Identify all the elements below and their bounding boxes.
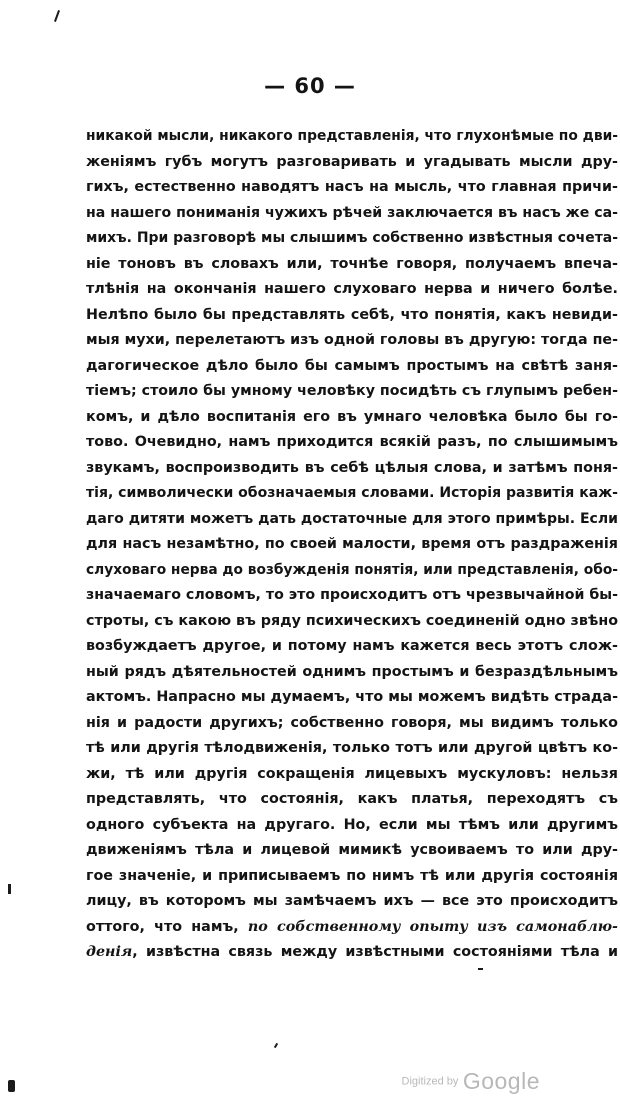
text-line: значаемаго словомъ, то это происходитъ отъ чрезвычайной бы- (86, 587, 618, 603)
text-line: тово. Очевидно, намъ приходится всякій разъ, по слышимымъ (86, 434, 618, 450)
text-line: слуховаго нерва до возбужденія понятія, или представленія, обо- (86, 561, 618, 578)
scan-speck (54, 10, 60, 22)
text-line: возбуждаетъ другое, и потому намъ кажется весь этотъ слож- (86, 638, 618, 654)
text-line: денія, извѣстна связь между извѣстными состояніями тѣла и (86, 944, 618, 960)
text-line: одного субъекта на другаго. Но, если мы тѣмъ или другимъ (86, 816, 618, 833)
text-line: представлять, что состоянія, какъ платья, переходятъ съ (86, 791, 618, 807)
text-line: для насъ незамѣтно, по своей малости, время отъ раздраженія (86, 536, 618, 552)
digitized-by-google-watermark (402, 1068, 540, 1095)
text-line: женіямъ губъ могутъ разговаривать и угадывать мысли дру- (86, 153, 618, 170)
text-line: ніе тоновъ въ словахъ или, точнѣе говоря, получаемъ впеча- (86, 255, 618, 272)
text-line: гихъ, естественно наводятъ насъ на мысль, что главная причи- (86, 179, 618, 195)
scan-speck (8, 1080, 15, 1092)
text-line: гое значеніе, и приписываемъ по нимъ тѣ или другія состоянія (86, 867, 618, 884)
text-line: нія и радости другихъ; собственно говоря, мы видимъ только (86, 714, 618, 731)
text-line: лицу, въ которомъ мы замѣчаемъ ихъ — все это происходитъ (86, 893, 618, 909)
text-line: движеніямъ тѣла и лицевой мимикѣ усвоиваемъ то или дру- (86, 842, 618, 858)
text-line: даго дитяти можетъ дать достаточные для этого примѣры. Если (86, 510, 618, 527)
text-line: оттого, что намъ, по собственному опыту изъ самонаблю- (86, 918, 618, 935)
italic-text: по собственному опыту изъ самонаблю- (247, 918, 618, 935)
text-line: Нелѣпо было бы представлять себѣ, что понятія, какъ невиди- (86, 306, 618, 323)
text-line: тія, символически обозначаемыя словами. Исторія развитія каж- (86, 485, 618, 501)
text-line: строты, съ какою въ ряду психическихъ соединеній одно звѣно (86, 612, 618, 629)
page-number: — 60 — (264, 74, 356, 98)
watermark-prefix: Digitized by (401, 1075, 459, 1088)
italic-text: денія (86, 944, 133, 960)
text-line: ный рядъ дѣятельностей однимъ простымъ и безраздѣльнымъ (86, 663, 618, 680)
text-line: дагогическое дѣло было бы самымъ простымъ на свѣтѣ заня- (86, 357, 618, 374)
text-line: тѣ или другія тѣлодвиженія, только тотъ или другой цвѣтъ ко- (86, 740, 618, 756)
text-line: михъ. При разговорѣ мы слышимъ собственно извѣстныя сочета- (86, 230, 618, 246)
text-line: тіемъ; стоило бы умному человѣку посидѣть съ глупымъ ребен- (86, 383, 618, 399)
text-line: мыя мухи, перелетаютъ изъ одной головы въ другую: тогда пе- (86, 332, 618, 348)
text-line: никакой мысли, никакого представленія, что глухонѣмые по дви- (86, 128, 618, 144)
text-line: тлѣнія на окончанія нашего слуховаго нерва и ничего болѣе. (86, 281, 618, 297)
google-logo: Google (462, 1068, 540, 1094)
scan-speck (478, 968, 483, 970)
text-line: жи, тѣ или другія сокращенія лицевыхъ мускуловъ: нельзя (86, 765, 618, 782)
text-line: комъ, и дѣло воспитанія его въ умнаго человѣка было бы го- (86, 408, 618, 425)
text-line: актомъ. Напрасно мы думаемъ, что мы можемъ видѣть страда- (86, 689, 618, 705)
scan-speck (8, 884, 11, 894)
text-line: на нашего пониманія чужихъ рѣчей заключается въ насъ же са- (86, 204, 618, 221)
text-line: звукамъ, воспроизводить въ себѣ цѣлыя слова, и затѣмъ поня- (86, 459, 618, 476)
scan-speck (274, 1043, 278, 1048)
body-text (86, 124, 618, 966)
